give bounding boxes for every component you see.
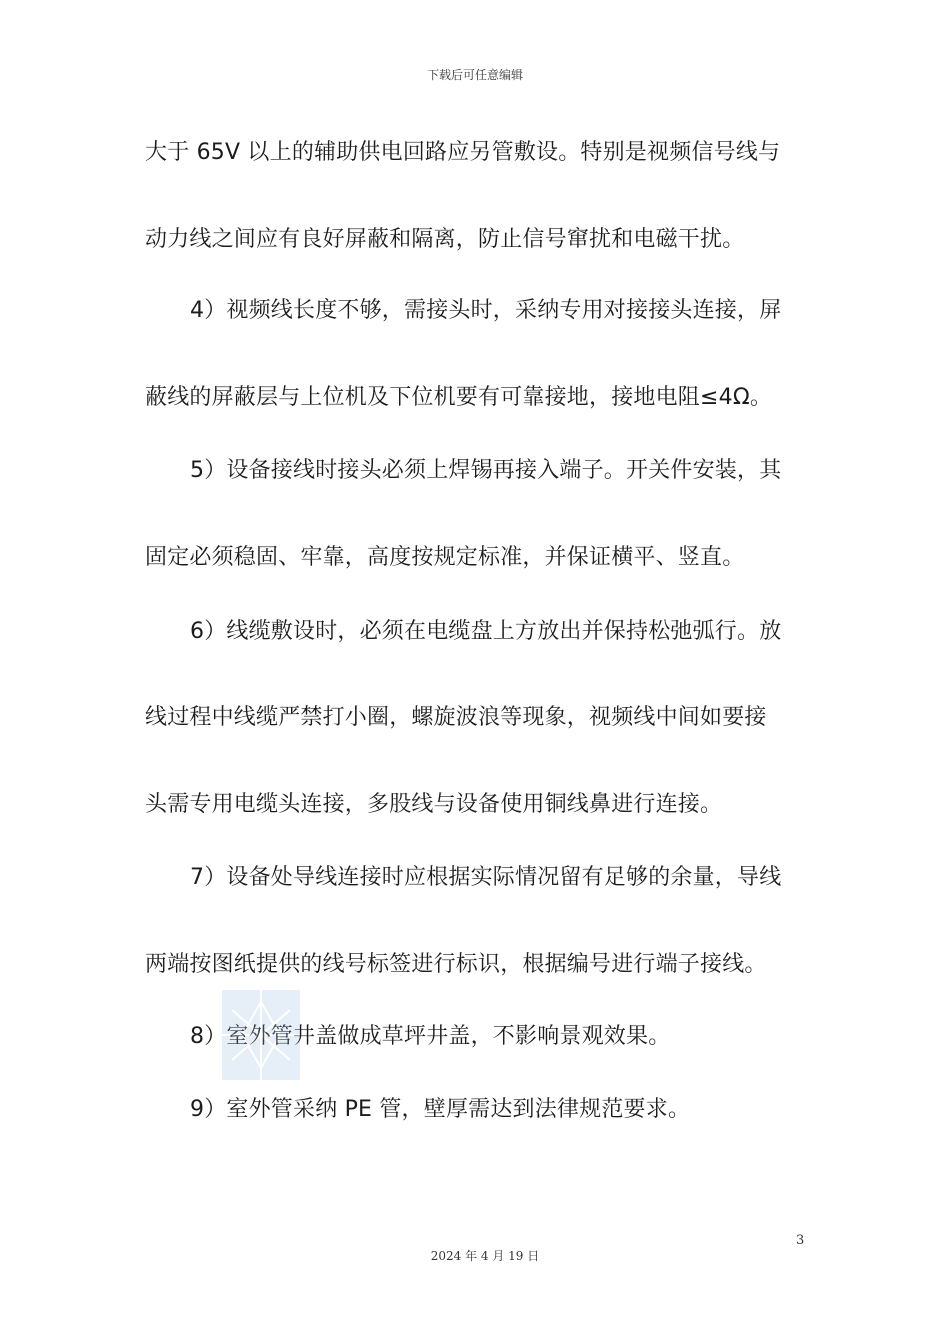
snowflake-watermark-icon: [222, 990, 300, 1080]
body-line: 头需专用电缆头连接，多股线与设备使用铜线鼻进行连接。: [145, 792, 723, 817]
body-line: 8）室外管井盖做成草坪井盖，不影响景观效果。: [190, 1024, 671, 1049]
body-line: 蔽线的屏蔽层与上位机及下位机要有可靠接地，接地电阻≤4Ω。: [145, 385, 773, 410]
footer-date: 2024 年 4 月 19 日: [430, 1249, 540, 1263]
page-header: 下载后可任意编辑: [426, 68, 523, 82]
body-line: 7）设备处导线连接时应根据实际情况留有足够的余量，导线: [190, 865, 782, 890]
body-line: 固定必须稳固、牢靠，高度按规定标准，并保证横平、竖直。: [145, 545, 745, 570]
body-line: 大于 65V 以上的辅助供电回路应另管敷设。特别是视频信号线与: [145, 140, 781, 165]
body-line: 两端按图纸提供的线号标签进行标识，根据编号进行端子接线。: [145, 952, 767, 977]
page-number: 3: [796, 1233, 805, 1248]
body-line: 动力线之间应有良好屏蔽和隔离，防止信号窜扰和电磁干扰。: [145, 227, 745, 252]
body-line: 6）线缆敷设时，必须在电缆盘上方放出并保持松弛弧行。放: [190, 619, 782, 644]
body-line: 9）室外管采纳 PE 管，壁厚需达到法律规范要求。: [190, 1097, 691, 1122]
body-line: 4）视频线长度不够，需接头时，采纳专用对接接头连接，屏: [190, 298, 782, 323]
body-line: 5）设备接线时接头必须上焊锡再接入端子。开关件安装，其: [190, 458, 782, 483]
body-line: 线过程中线缆严禁打小圈，螺旋波浪等现象，视频线中间如要接: [145, 705, 767, 730]
